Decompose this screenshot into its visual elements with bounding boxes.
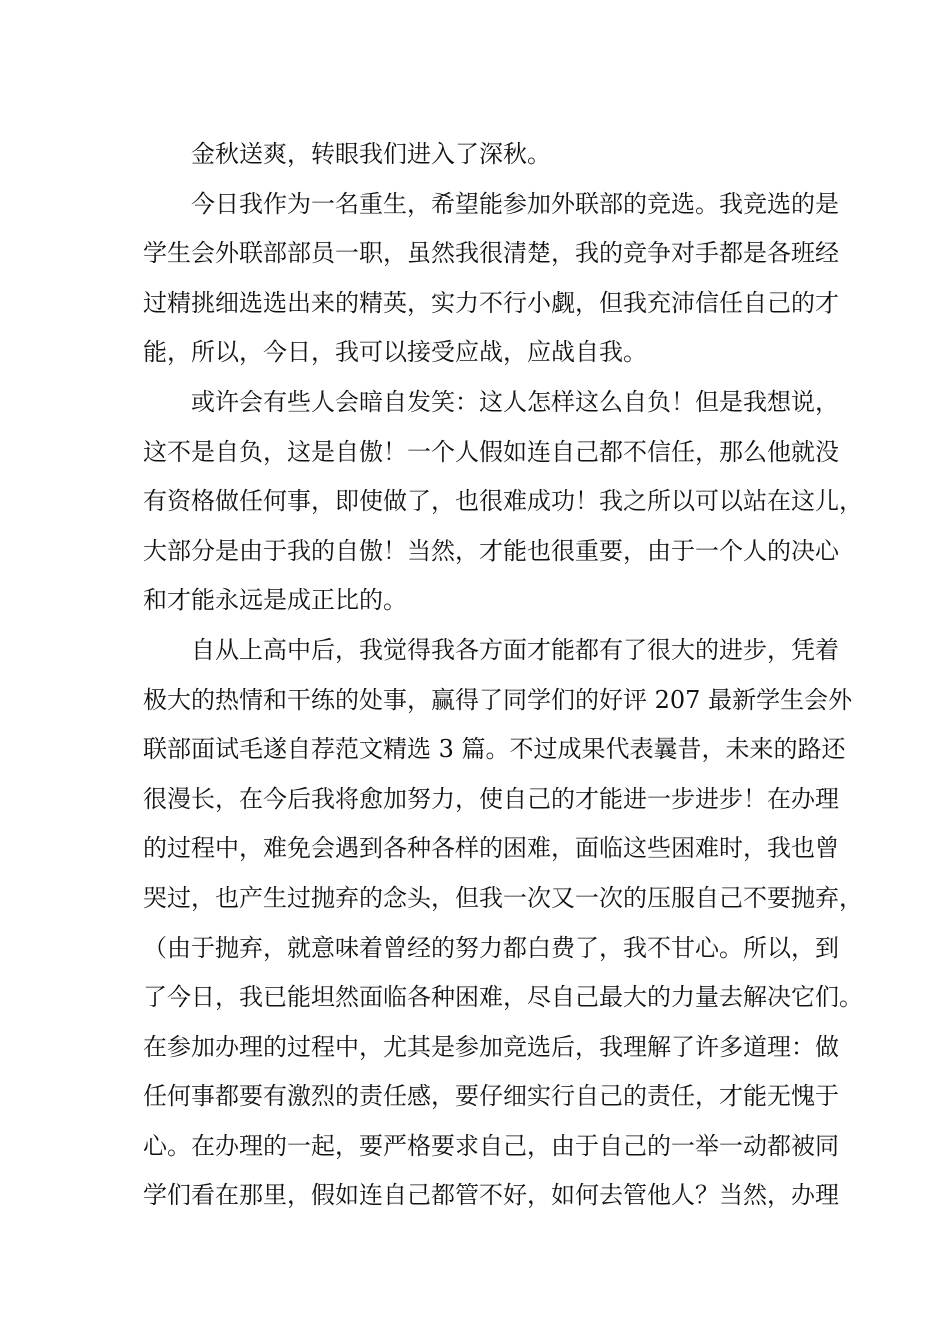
paragraph-line: 了今日，我已能坦然面临各种困难，尽自己最大的力量去解决它们。 <box>143 983 863 1012</box>
paragraph-line: 心。在办理的一起，要严格要求自己，由于自己的一举一动都被同 <box>143 1131 839 1160</box>
paragraph-line: 或许会有些人会暗自发笑：这人怎样这么自负！但是我想说， <box>191 387 839 416</box>
paragraph-line: 能，所以，今日，我可以接受应战，应战自我。 <box>143 338 647 367</box>
paragraph-line: （由于抛弃，就意味着曾经的努力都白费了，我不甘心。所以，到 <box>143 933 839 962</box>
paragraph-line: 的过程中，难免会遇到各种各样的困难，面临这些困难时，我也曾 <box>143 834 839 863</box>
paragraph-line: 哭过，也产生过抛弃的念头，但我一次又一次的压服自己不要抛弃， <box>143 883 863 912</box>
document-body <box>143 130 863 1221</box>
paragraph-line: 金秋送爽，转眼我们进入了深秋。 <box>191 140 551 168</box>
paragraph-line: 有资格做任何事，即使做了，也很难成功！我之所以可以站在这儿， <box>143 487 863 516</box>
paragraph-line: 很漫长，在今后我将愈加努力，使自己的才能进一步进步！在办理 <box>143 784 839 813</box>
paragraph-line: 这不是自负，这是自傲！一个人假如连自己都不信任，那么他就没 <box>143 437 839 466</box>
paragraph-line: 和才能永远是成正比的。 <box>143 586 407 615</box>
paragraph-line: 联部面试毛遂自荐范文精选 3 篇。不过成果代表曩昔，未来的路还 <box>143 735 846 764</box>
paragraph-line: 大部分是由于我的自傲！当然，才能也很重要，由于一个人的决心 <box>143 536 839 565</box>
paragraph-line: 自从上高中后，我觉得我各方面才能都有了很大的进步，凭着 <box>191 635 839 664</box>
paragraph-line: 今日我作为一名重生，希望能参加外联部的竞选。我竞选的是 <box>191 189 839 218</box>
paragraph-line: 极大的热情和干练的处事，赢得了同学们的好评 207 最新学生会外 <box>143 685 853 714</box>
paragraph-line: 学生会外联部部员一职，虽然我很清楚，我的竞争对手都是各班经 <box>143 239 839 268</box>
paragraph-line: 学们看在那里，假如连自己都管不好，如何去管他人？当然，办理 <box>143 1181 839 1210</box>
paragraph-line: 过精挑细选选出来的精英，实力不行小觑，但我充沛信任自己的才 <box>143 288 839 317</box>
paragraph-line: 在参加办理的过程中，尤其是参加竞选后，我理解了许多道理：做 <box>143 1032 839 1061</box>
paragraph-line: 任何事都要有激烈的责任感，要仔细实行自己的责任，才能无愧于 <box>143 1082 839 1111</box>
